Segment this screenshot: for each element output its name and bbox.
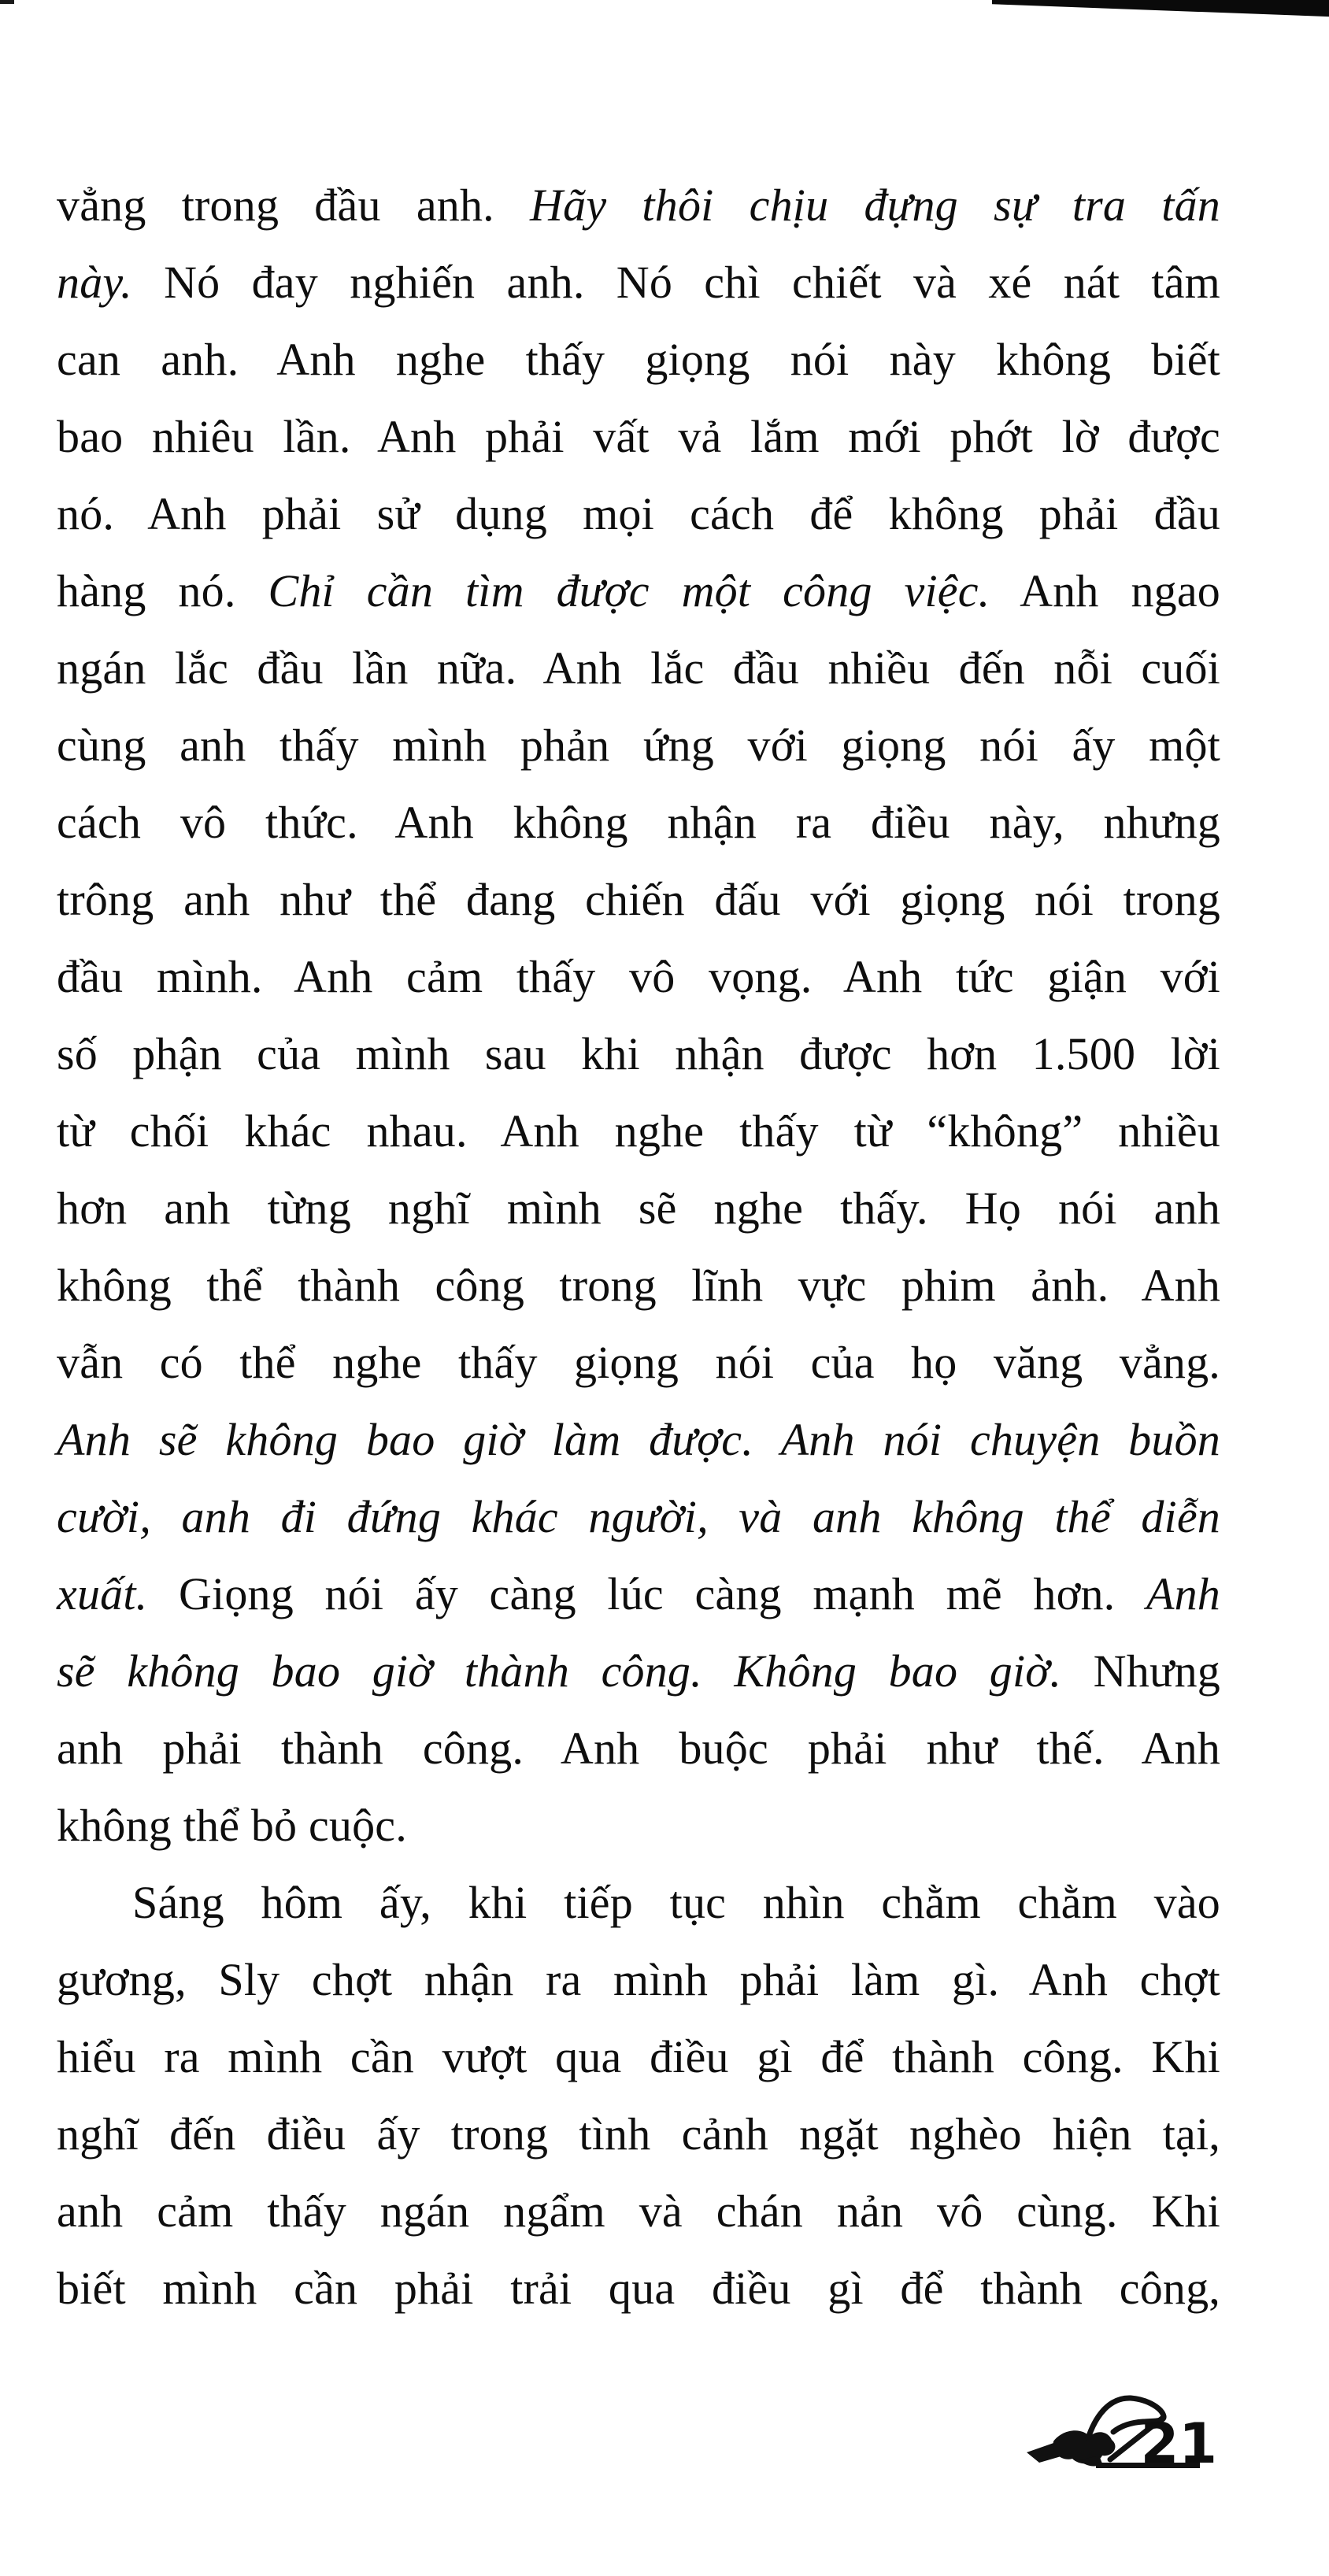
text-line (57, 1401, 1220, 1479)
text-line (57, 938, 1220, 1016)
text-line (57, 1016, 1220, 1093)
text-segment: Anh ngao (990, 565, 1221, 616)
text-line (57, 1941, 1220, 2019)
page-footer (1024, 2389, 1225, 2478)
italic-text-segment: cười, anh đi đứng khác người, và anh không thể diễn (57, 1491, 1220, 1542)
text-line (57, 2019, 1220, 2096)
italic-text-segment: xuất. (57, 1568, 148, 1619)
text-line (57, 2250, 1220, 2327)
text-line (57, 2173, 1220, 2250)
text-line (57, 1710, 1220, 1787)
text-line (57, 1170, 1220, 1247)
text-line (57, 707, 1220, 784)
text-segment: số phận của mình sau khi nhận được hơn 1.500 lời (57, 1028, 1220, 1079)
page-number: 21 (1140, 2411, 1217, 2476)
italic-text-segment: này. (57, 257, 132, 308)
italic-text-segment: Chỉ cần tìm được một công việc. (268, 565, 990, 616)
scan-artifact-top-right (992, 0, 1329, 19)
body-text (57, 167, 1220, 2327)
italic-text-segment: Anh (1146, 1568, 1220, 1619)
text-segment: vẫn có thể nghe thấy giọng nói của họ văng vẳng. (57, 1337, 1220, 1388)
text-line (57, 630, 1220, 707)
text-line (57, 1479, 1220, 1556)
text-line (57, 1787, 1220, 1864)
text-segment: anh cảm thấy ngán ngẩm và chán nản vô cùng. Khi (57, 2186, 1220, 2237)
text-line (57, 2096, 1220, 2173)
text-segment: cách vô thức. Anh không nhận ra điều này, nhưng (57, 797, 1220, 848)
italic-text-segment: Anh sẽ không bao giờ làm được. Anh nói chuyện buồn (57, 1414, 1220, 1465)
text-line (57, 1093, 1220, 1170)
text-segment: hiểu ra mình cần vượt qua điều gì để thành công. Khi (57, 2031, 1220, 2082)
text-segment: không thể thành công trong lĩnh vực phim ảnh. Anh (57, 1260, 1220, 1311)
text-line (57, 1864, 1220, 1941)
text-segment: không thể bỏ cuộc. (57, 1800, 407, 1851)
text-segment: bao nhiêu lần. Anh phải vất vả lắm mới phớt lờ được (57, 411, 1220, 462)
text-segment: hàng nó. (57, 565, 268, 616)
text-line (57, 1633, 1220, 1710)
text-line (57, 244, 1220, 321)
text-segment: nó. Anh phải sử dụng mọi cách để không phải đầu (57, 488, 1220, 539)
text-line (57, 321, 1220, 398)
text-line (57, 167, 1220, 244)
text-segment: từ chối khác nhau. Anh nghe thấy từ “không” nhiều (57, 1105, 1220, 1157)
text-segment: can anh. Anh nghe thấy giọng nói này không biết (57, 334, 1220, 385)
text-line (57, 398, 1220, 476)
text-segment: hơn anh từng nghĩ mình sẽ nghe thấy. Họ nói anh (57, 1183, 1220, 1234)
text-segment: trông anh như thể đang chiến đấu với giọng nói trong (57, 874, 1220, 925)
text-segment: nghĩ đến điều ấy trong tình cảnh ngặt nghèo hiện tại, (57, 2108, 1220, 2160)
text-segment: Nhưng (1061, 1645, 1220, 1697)
text-segment: ngán lắc đầu lần nữa. Anh lắc đầu nhiều đến nỗi cuối (57, 642, 1220, 694)
text-segment: gương, Sly chợt nhận ra mình phải làm gì. Anh chợt (57, 1954, 1220, 2005)
scan-artifact-top-left (0, 0, 14, 4)
text-segment: vẳng trong đầu anh. (57, 180, 531, 231)
italic-text-segment: sẽ không bao giờ thành công. Không bao giờ. (57, 1645, 1062, 1697)
text-segment: Giọng nói ấy càng lúc càng mạnh mẽ hơn. (147, 1568, 1146, 1619)
text-segment: Sáng hôm ấy, khi tiếp tục nhìn chằm chằm vào (132, 1877, 1220, 1928)
text-line (57, 1247, 1220, 1324)
text-line (57, 553, 1220, 630)
text-line (57, 476, 1220, 553)
italic-text-segment: Hãy thôi chịu đựng sự tra tấn (530, 180, 1220, 231)
text-segment: cùng anh thấy mình phản ứng với giọng nói ấy một (57, 720, 1220, 771)
text-line (57, 1324, 1220, 1401)
text-line (57, 1556, 1220, 1633)
text-line (57, 861, 1220, 938)
text-line (57, 784, 1220, 861)
text-segment: anh phải thành công. Anh buộc phải như thế. Anh (57, 1723, 1220, 1774)
text-segment: đầu mình. Anh cảm thấy vô vọng. Anh tức giận với (57, 951, 1220, 1002)
text-segment: biết mình cần phải trải qua điều gì để thành công, (57, 2263, 1220, 2314)
text-segment: Nó đay nghiến anh. Nó chì chiết và xé nát tâm (131, 257, 1220, 308)
